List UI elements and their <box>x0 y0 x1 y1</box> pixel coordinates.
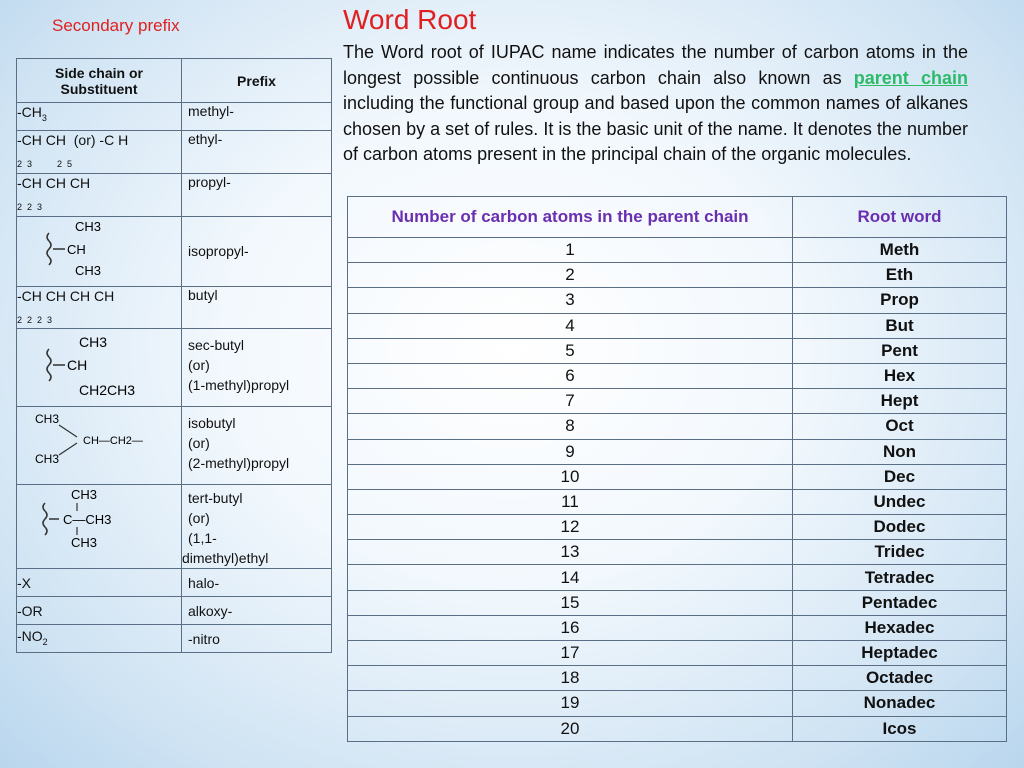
formula-cell: $-NO_2$ <box>17 625 182 653</box>
table-row <box>348 489 1007 514</box>
root-word-cell: Pent <box>793 338 1007 363</box>
table-row <box>348 716 1007 741</box>
carbon-count-cell: 12 <box>348 515 793 540</box>
table-row <box>348 363 1007 388</box>
carbon-count-cell: 6 <box>348 363 793 388</box>
table-row <box>348 464 1007 489</box>
table-row <box>348 313 1007 338</box>
word-root-title: Word Root <box>343 4 477 35</box>
root-word-cell: Dodec <box>793 515 1007 540</box>
root-word-cell: Non <box>793 439 1007 464</box>
tert-butyl-structure <box>17 485 182 569</box>
table-row <box>17 597 332 625</box>
svg-text:CH3: CH3 <box>75 262 102 278</box>
header-side-chain: Side chain or Substituent <box>17 59 182 103</box>
prefix-cell: alkoxy- <box>182 597 332 625</box>
table-row <box>348 565 1007 590</box>
carbon-count-cell: 18 <box>348 666 793 691</box>
root-word-cell: Hex <box>793 363 1007 388</box>
carbon-count-cell: 9 <box>348 439 793 464</box>
table-row <box>17 103 332 131</box>
prefix-cell: sec-butyl (or) (1-methyl)propyl <box>182 329 332 407</box>
prefix-table <box>16 58 332 653</box>
isopropyl-structure <box>17 216 182 286</box>
carbon-count-cell: 14 <box>348 565 793 590</box>
root-word-cell: Hept <box>793 389 1007 414</box>
carbon-count-cell: 8 <box>348 414 793 439</box>
formula-cell: $-CH_3$ <box>17 103 182 131</box>
carbon-count-cell: 3 <box>348 288 793 313</box>
carbon-count-cell: 10 <box>348 464 793 489</box>
table-row <box>348 439 1007 464</box>
table-row <box>348 238 1007 263</box>
carbon-count-cell: 20 <box>348 716 793 741</box>
sec-butyl-structure-drawing <box>17 329 177 403</box>
root-word-cell: Tridec <box>793 540 1007 565</box>
carbon-count-cell: 4 <box>348 313 793 338</box>
root-word-cell: Undec <box>793 489 1007 514</box>
svg-text:C—CH3: C—CH3 <box>63 512 112 528</box>
root-word-cell: Heptadec <box>793 641 1007 666</box>
table-row <box>17 216 332 286</box>
prefix-cell: methyl- <box>182 103 332 131</box>
carbon-count-cell: 11 <box>348 489 793 514</box>
svg-text:CH: CH <box>67 357 88 374</box>
svg-text:CH3: CH3 <box>75 218 102 234</box>
header-root-word: Root word <box>793 197 1007 238</box>
sec-butyl-structure <box>17 329 182 407</box>
svg-text:CH3: CH3 <box>35 412 60 427</box>
table-row <box>17 329 332 407</box>
prefix-cell: butyl <box>182 286 332 329</box>
table-row <box>17 286 332 329</box>
carbon-count-cell: 19 <box>348 691 793 716</box>
table-row <box>348 414 1007 439</box>
table-row <box>17 569 332 597</box>
carbon-count-cell: 15 <box>348 590 793 615</box>
root-word-cell: Icos <box>793 716 1007 741</box>
prefix-cell: isopropyl- <box>182 216 332 286</box>
table-row <box>348 540 1007 565</box>
prefix-cell: -nitro <box>182 625 332 653</box>
table-row <box>348 263 1007 288</box>
formula-cell: -CH CH CH CH $_{2 2 2 3}$ <box>17 286 182 329</box>
prefix-cell: tert-butyl (or) (1,1- dimethyl)ethyl <box>182 485 332 569</box>
formula-cell: -CH CH (or) -C H $_{2 3 2 5}$ <box>17 131 182 174</box>
tert-butyl-structure-drawing <box>17 485 177 565</box>
svg-text:CH3: CH3 <box>71 487 98 503</box>
root-word-cell: Nonadec <box>793 691 1007 716</box>
prefix-cell: halo- <box>182 569 332 597</box>
root-word-cell: Meth <box>793 238 1007 263</box>
carbon-count-cell: 16 <box>348 615 793 640</box>
carbon-count-cell: 1 <box>348 238 793 263</box>
svg-text:CH2CH3: CH2CH3 <box>79 382 136 399</box>
root-table-header <box>348 197 1007 238</box>
carbon-count-cell: 2 <box>348 263 793 288</box>
word-root-paragraph: The Word root of IUPAC name indicates the number of carbon atoms in the longest possible continuous carbon chain also known as parent chain including the functional group and based upon the common names of alkanes chosen by a set of rules. It is the basic unit of the name. It denotes the number of carbon atoms present in the principal chain of the organic molecules. <box>343 42 968 165</box>
table-row <box>348 641 1007 666</box>
root-word-cell: Dec <box>793 464 1007 489</box>
isobutyl-structure-drawing <box>17 407 177 481</box>
table-row <box>348 288 1007 313</box>
root-word-cell: Tetradec <box>793 565 1007 590</box>
secondary-prefix-title: Secondary prefix <box>52 16 180 35</box>
formula-cell: -X <box>17 569 182 597</box>
table-row <box>17 625 332 653</box>
table-row <box>348 615 1007 640</box>
carbon-count-cell: 7 <box>348 389 793 414</box>
prefix-cell: isobutyl (or) (2-methyl)propyl <box>182 407 332 485</box>
header-carbon-count: Number of carbon atoms in the parent chain <box>348 197 793 238</box>
formula-cell: -OR <box>17 597 182 625</box>
table-row <box>17 407 332 485</box>
table-row <box>348 691 1007 716</box>
svg-text:CH3: CH3 <box>79 334 108 351</box>
root-word-cell: Hexadec <box>793 615 1007 640</box>
table-row <box>348 590 1007 615</box>
carbon-count-cell: 13 <box>348 540 793 565</box>
isopropyl-structure-drawing <box>17 217 177 283</box>
svg-text:CH: CH <box>67 241 86 257</box>
root-word-cell: Eth <box>793 263 1007 288</box>
table-row <box>348 515 1007 540</box>
table-row <box>348 338 1007 363</box>
root-word-table <box>347 196 1007 742</box>
table-row <box>17 173 332 216</box>
parent-chain-link[interactable]: parent chain <box>853 67 968 88</box>
root-word-cell: Octadec <box>793 666 1007 691</box>
carbon-count-cell: 5 <box>348 338 793 363</box>
isobutyl-structure <box>17 407 182 485</box>
prefix-cell: propyl- <box>182 173 332 216</box>
formula-cell: -CH CH CH $_{2 2 3}$ <box>17 173 182 216</box>
carbon-count-cell: 17 <box>348 641 793 666</box>
root-word-cell: Pentadec <box>793 590 1007 615</box>
root-word-cell: Prop <box>793 288 1007 313</box>
table-row <box>348 666 1007 691</box>
root-word-cell: Oct <box>793 414 1007 439</box>
svg-text:CH—CH2—: CH—CH2— <box>83 435 143 448</box>
header-prefix: Prefix <box>182 59 332 103</box>
table-row <box>348 389 1007 414</box>
table-row <box>17 131 332 174</box>
table-row <box>17 485 332 569</box>
prefix-cell: ethyl- <box>182 131 332 174</box>
root-word-cell: But <box>793 313 1007 338</box>
prefix-table-header <box>17 59 332 103</box>
svg-text:CH3: CH3 <box>35 452 60 467</box>
svg-text:CH3: CH3 <box>71 535 98 551</box>
